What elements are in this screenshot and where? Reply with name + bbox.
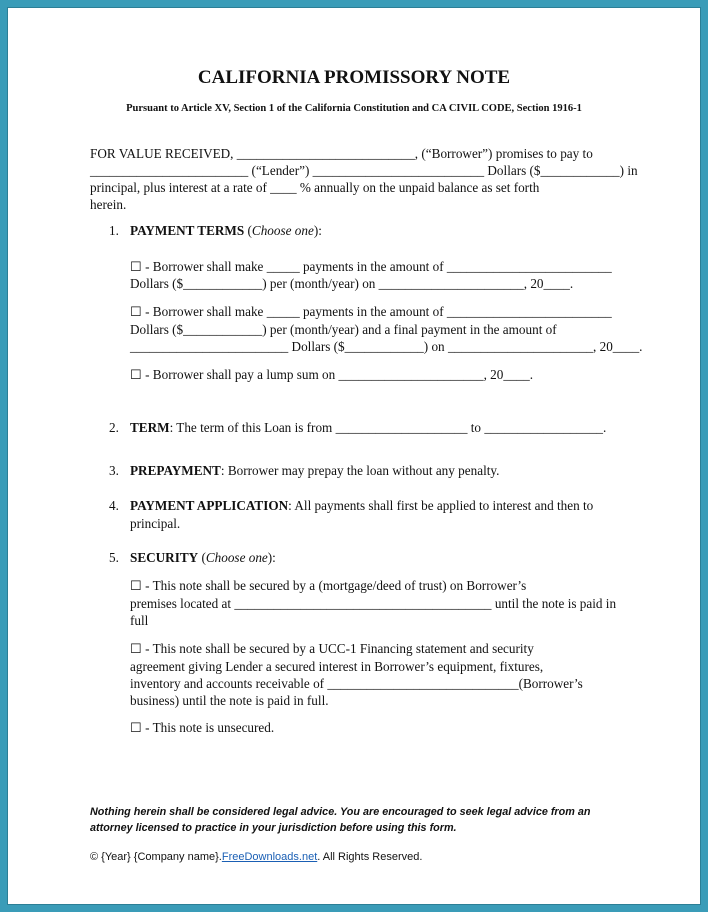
section-4-line-2: principal. bbox=[130, 516, 181, 531]
security-option-2-line-3: inventory and accounts receivable of _____________________________(Borrower’s bbox=[130, 676, 583, 691]
legal-disclaimer bbox=[90, 804, 630, 836]
footer-suffix: . All Rights Reserved. bbox=[317, 851, 423, 863]
section-1-choose: Choose one bbox=[251, 223, 314, 238]
intro-line-2: ________________________ (“Lender”) __________________________ Dollars ($____________) in bbox=[90, 163, 638, 178]
payment-option-1-line-1: ☐ - Borrower shall make _____ payments in the amount of _________________________ bbox=[130, 259, 612, 274]
intro-line-1: FOR VALUE RECEIVED, ___________________________, (“Borrower”) promises to pay to bbox=[90, 146, 593, 161]
document-subtitle: Pursuant to Article XV, Section 1 of the California Constitution and CA CIVIL CODE, Section 1916-1 bbox=[126, 103, 582, 114]
footer-prefix: © {Year} {Company name}. bbox=[90, 851, 222, 863]
section-2-line bbox=[130, 419, 606, 437]
section-1-number: 1. bbox=[109, 223, 119, 238]
section-4-text: : All payments shall first be applied to interest and then to bbox=[288, 498, 594, 513]
security-option-2-line-1: ☐ - This note shall be secured by a UCC-1 Financing statement and security bbox=[130, 641, 534, 656]
document-title: CALIFORNIA PROMISSORY NOTE bbox=[197, 67, 511, 88]
section-4-line-1 bbox=[130, 497, 593, 515]
payment-option-1-line-2: Dollars ($____________) per (month/year) on ______________________, 20____. bbox=[130, 276, 574, 291]
copyright-footer bbox=[90, 851, 422, 863]
security-option-1-line-3: full bbox=[130, 613, 149, 628]
disclaimer-line-1: Nothing herein shall be considered legal advice. You are encouraged to seek legal advice from an bbox=[90, 806, 591, 818]
security-option-2-line-4: business) until the note is paid in full. bbox=[130, 693, 329, 708]
section-5-heading-line bbox=[130, 549, 276, 567]
section-5-choose: Choose one bbox=[205, 550, 268, 565]
security-option-2-line-2: agreement giving Lender a secured interest in Borrower’s equipment, fixtures, bbox=[130, 659, 544, 674]
freedownloads-link[interactable]: FreeDownloads.net bbox=[221, 851, 318, 863]
document-page bbox=[7, 7, 701, 905]
payment-option-3-line-1: ☐ - Borrower shall pay a lump sum on ______________________, 20____. bbox=[130, 367, 534, 382]
section-2-text: : The term of this Loan is from ____________________ to __________________. bbox=[169, 420, 607, 435]
section-5-number: 5. bbox=[109, 550, 119, 565]
section-2-number: 2. bbox=[109, 420, 119, 435]
section-1-heading: PAYMENT TERMS bbox=[130, 223, 245, 238]
section-1-paren-open: ( bbox=[244, 223, 252, 238]
disclaimer-line-2: attorney licensed to practice in your jurisdiction before using this form. bbox=[90, 822, 457, 834]
intro-line-3: principal, plus interest at a rate of ____ % annually on the unpaid balance as set forth bbox=[90, 180, 540, 195]
section-1-paren-close: ): bbox=[313, 223, 322, 238]
security-option-1-line-2: premises located at _______________________________________ until the note is paid in bbox=[130, 596, 617, 611]
section-5-paren-open: ( bbox=[198, 550, 206, 565]
payment-option-2-line-1: ☐ - Borrower shall make _____ payments in the amount of _________________________ bbox=[130, 304, 612, 319]
payment-option-2-line-2: Dollars ($____________) per (month/year) and a final payment in the amount of bbox=[130, 322, 557, 337]
section-3-heading: PREPAYMENT bbox=[130, 463, 221, 478]
section-5-heading: SECURITY bbox=[130, 550, 199, 565]
section-4-heading: PAYMENT APPLICATION bbox=[130, 498, 289, 513]
security-option-3-line-1: ☐ - This note is unsecured. bbox=[130, 720, 275, 735]
section-3-line bbox=[130, 462, 499, 480]
section-3-number: 3. bbox=[109, 463, 119, 478]
security-option-1-line-1: ☐ - This note shall be secured by a (mortgage/deed of trust) on Borrower’s bbox=[130, 578, 527, 593]
intro-line-4: herein. bbox=[90, 197, 127, 212]
payment-option-2-line-3: ________________________ Dollars ($____________) on ______________________, 20____. bbox=[130, 339, 643, 354]
section-5-paren-close: ): bbox=[267, 550, 276, 565]
section-3-text: : Borrower may prepay the loan without any penalty. bbox=[220, 463, 500, 478]
section-2-heading: TERM bbox=[130, 420, 170, 435]
section-4-number: 4. bbox=[109, 498, 119, 513]
section-1-heading-line bbox=[130, 222, 322, 240]
